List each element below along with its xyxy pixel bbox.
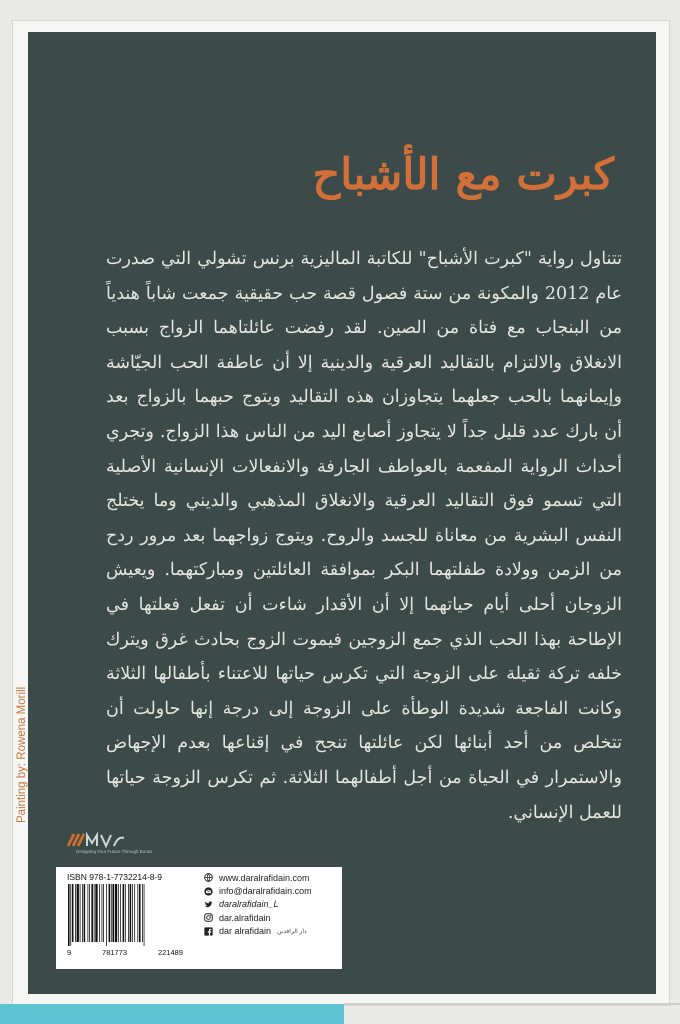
- publisher-arabic-name: دار الرافدين: [277, 928, 307, 935]
- book-title: كبرت مع الأشباح: [312, 150, 614, 200]
- facebook-page[interactable]: dar alrafidain: [219, 926, 272, 937]
- contact-twitter[interactable]: [204, 898, 338, 911]
- publisher-logo: [66, 832, 196, 854]
- painting-credit: [16, 803, 36, 823]
- contact-instagram[interactable]: [204, 911, 338, 924]
- spine-color-strip: [0, 1004, 344, 1024]
- twitter-icon: [204, 900, 213, 909]
- publisher-tagline: Designing Your Future Through Books: [76, 849, 153, 854]
- facebook-icon: [204, 927, 213, 936]
- twitter-handle[interactable]: daralrafidain_L: [219, 899, 279, 910]
- publisher-info-box: [56, 867, 342, 969]
- barcode-digits: [67, 948, 183, 957]
- instagram-handle[interactable]: dar.alrafidain: [219, 912, 271, 923]
- website-link[interactable]: www.daralrafidain.com: [219, 872, 310, 883]
- barcode-icon: [67, 884, 181, 946]
- page-edge-rule: [344, 1003, 680, 1005]
- barcode-digit-group: 781773: [102, 948, 128, 957]
- contact-website[interactable]: [204, 871, 338, 884]
- synopsis-text: تتناول رواية "كبرت الأشباح" للكاتبة الماليزية برنس تشولي التي صدرت عام 2012 والمكونة من ستة فصول قصة حب حقيقية جمعت شاباً هندياً من البنجاب مع فتاة من الصين. لقد رفضت عائلتاهما الزواج بسبب الانغلاق والالتزام بالتقاليد العرقية والدينية إلا أن عاطفة الحب الجيّاشة وإيمانهما بالحب جعلهما يتجاوزان هذه التقاليد ويتوج حبهما بالزواج بعد أن بارك عدد قليل جداً لا يتجاوز أصابع اليد من الناس هذا الزواج. وتجري أحداث الرواية المفعمة بالعواطف الجارفة والانفعالات الإنسانية الأصلية التي تسمو فوق التقاليد العرقية والانغلاق المذهبي والديني وما يختلج النفس البشرية من معاناة للجسد والروح. ويتوج زواجهما بعد مرور ردح من الزمن وولادة طفلتهما البكر بموافقة العائلتين ومباركتهما. ويعيش الزوجان أحلى أيام حياتهما إلا أن الأقدار شاءت أن تفعل فعلتها في الإطاحة بهذا الحب الذي جمع الزوجين فيموت الزوج بحادث غرق ويترك خلفه تركة ثقيلة على الزوجة التي تكرس حياتها للاعتناء بأطفالها الثلاثة وكانت الفاجعة شديدة الوطأة على الزوجة إلى درجة إنها حاولت أن تتخلص من أحد أبنائها لكن عائلتها تنجح في إقناعها بعدم الإجهاض والاستمرار في الحياة من أجل أطفالهما الثلاثة. ثم تكرس الزوجة حياتها للعمل الإنساني.: [106, 249, 623, 823]
- barcode-digit-group: 9: [67, 948, 72, 957]
- contact-email[interactable]: [204, 884, 338, 897]
- contact-facebook[interactable]: [204, 925, 338, 938]
- instagram-icon: [204, 913, 213, 922]
- globe-icon: [204, 873, 213, 882]
- contact-list: [204, 871, 338, 938]
- email-link[interactable]: info@daralrafidain.com: [219, 886, 312, 897]
- isbn-label: ISBN 978-1-7732214-8-9: [67, 872, 162, 882]
- barcode-digit-group: 221489: [157, 948, 183, 957]
- publisher-logo-mark-icon: [66, 832, 126, 848]
- email-icon: [204, 887, 213, 896]
